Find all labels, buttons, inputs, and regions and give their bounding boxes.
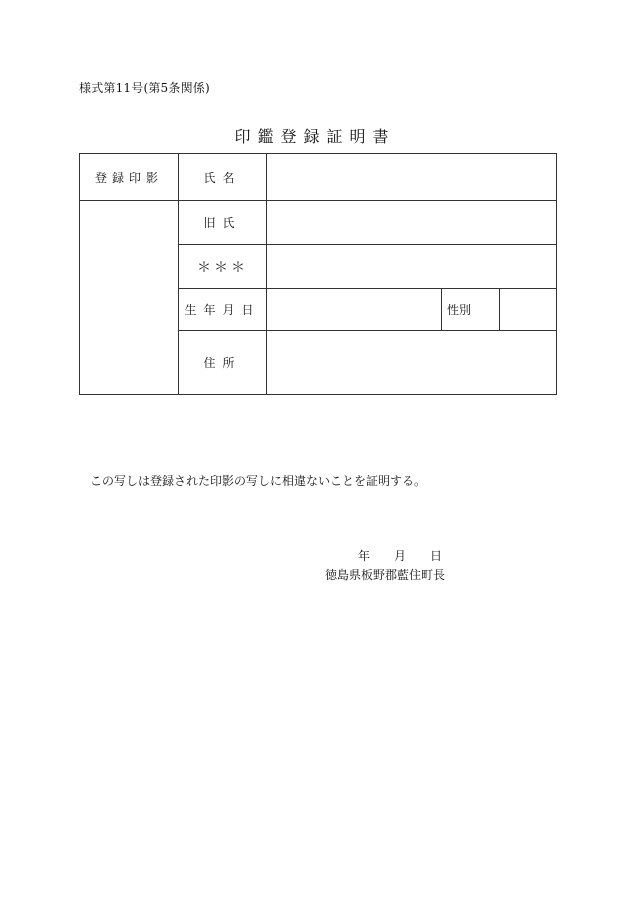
masked-label: ＊＊＊ — [197, 259, 248, 276]
maiden-name-value — [267, 201, 556, 244]
masked-value — [267, 245, 556, 288]
issue-date-line: 年 月 日 — [358, 549, 443, 563]
registered-seal-label: 登録印影 — [94, 170, 163, 185]
maiden-name-label: 旧氏 — [203, 216, 242, 230]
issuer-name: 徳島県板野郡藍住町長 — [325, 568, 446, 582]
form-number: 様式第11号(第5条関係) — [79, 81, 210, 95]
birthdate-value — [267, 289, 441, 330]
name-value — [267, 154, 556, 200]
gender-label: 性別 — [446, 303, 471, 317]
birthdate-label: 生年月日 — [184, 303, 261, 317]
certification-statement: この写しは登録された印影の写しに相違ないことを証明する。 — [90, 474, 427, 488]
gender-value — [500, 289, 556, 330]
address-label: 住所 — [203, 356, 242, 370]
registration-table — [79, 153, 557, 395]
document-title: 印鑑登録証明書 — [234, 127, 396, 146]
seal-impression-area — [80, 201, 178, 394]
address-value — [267, 331, 556, 394]
name-label: 氏名 — [203, 170, 242, 185]
